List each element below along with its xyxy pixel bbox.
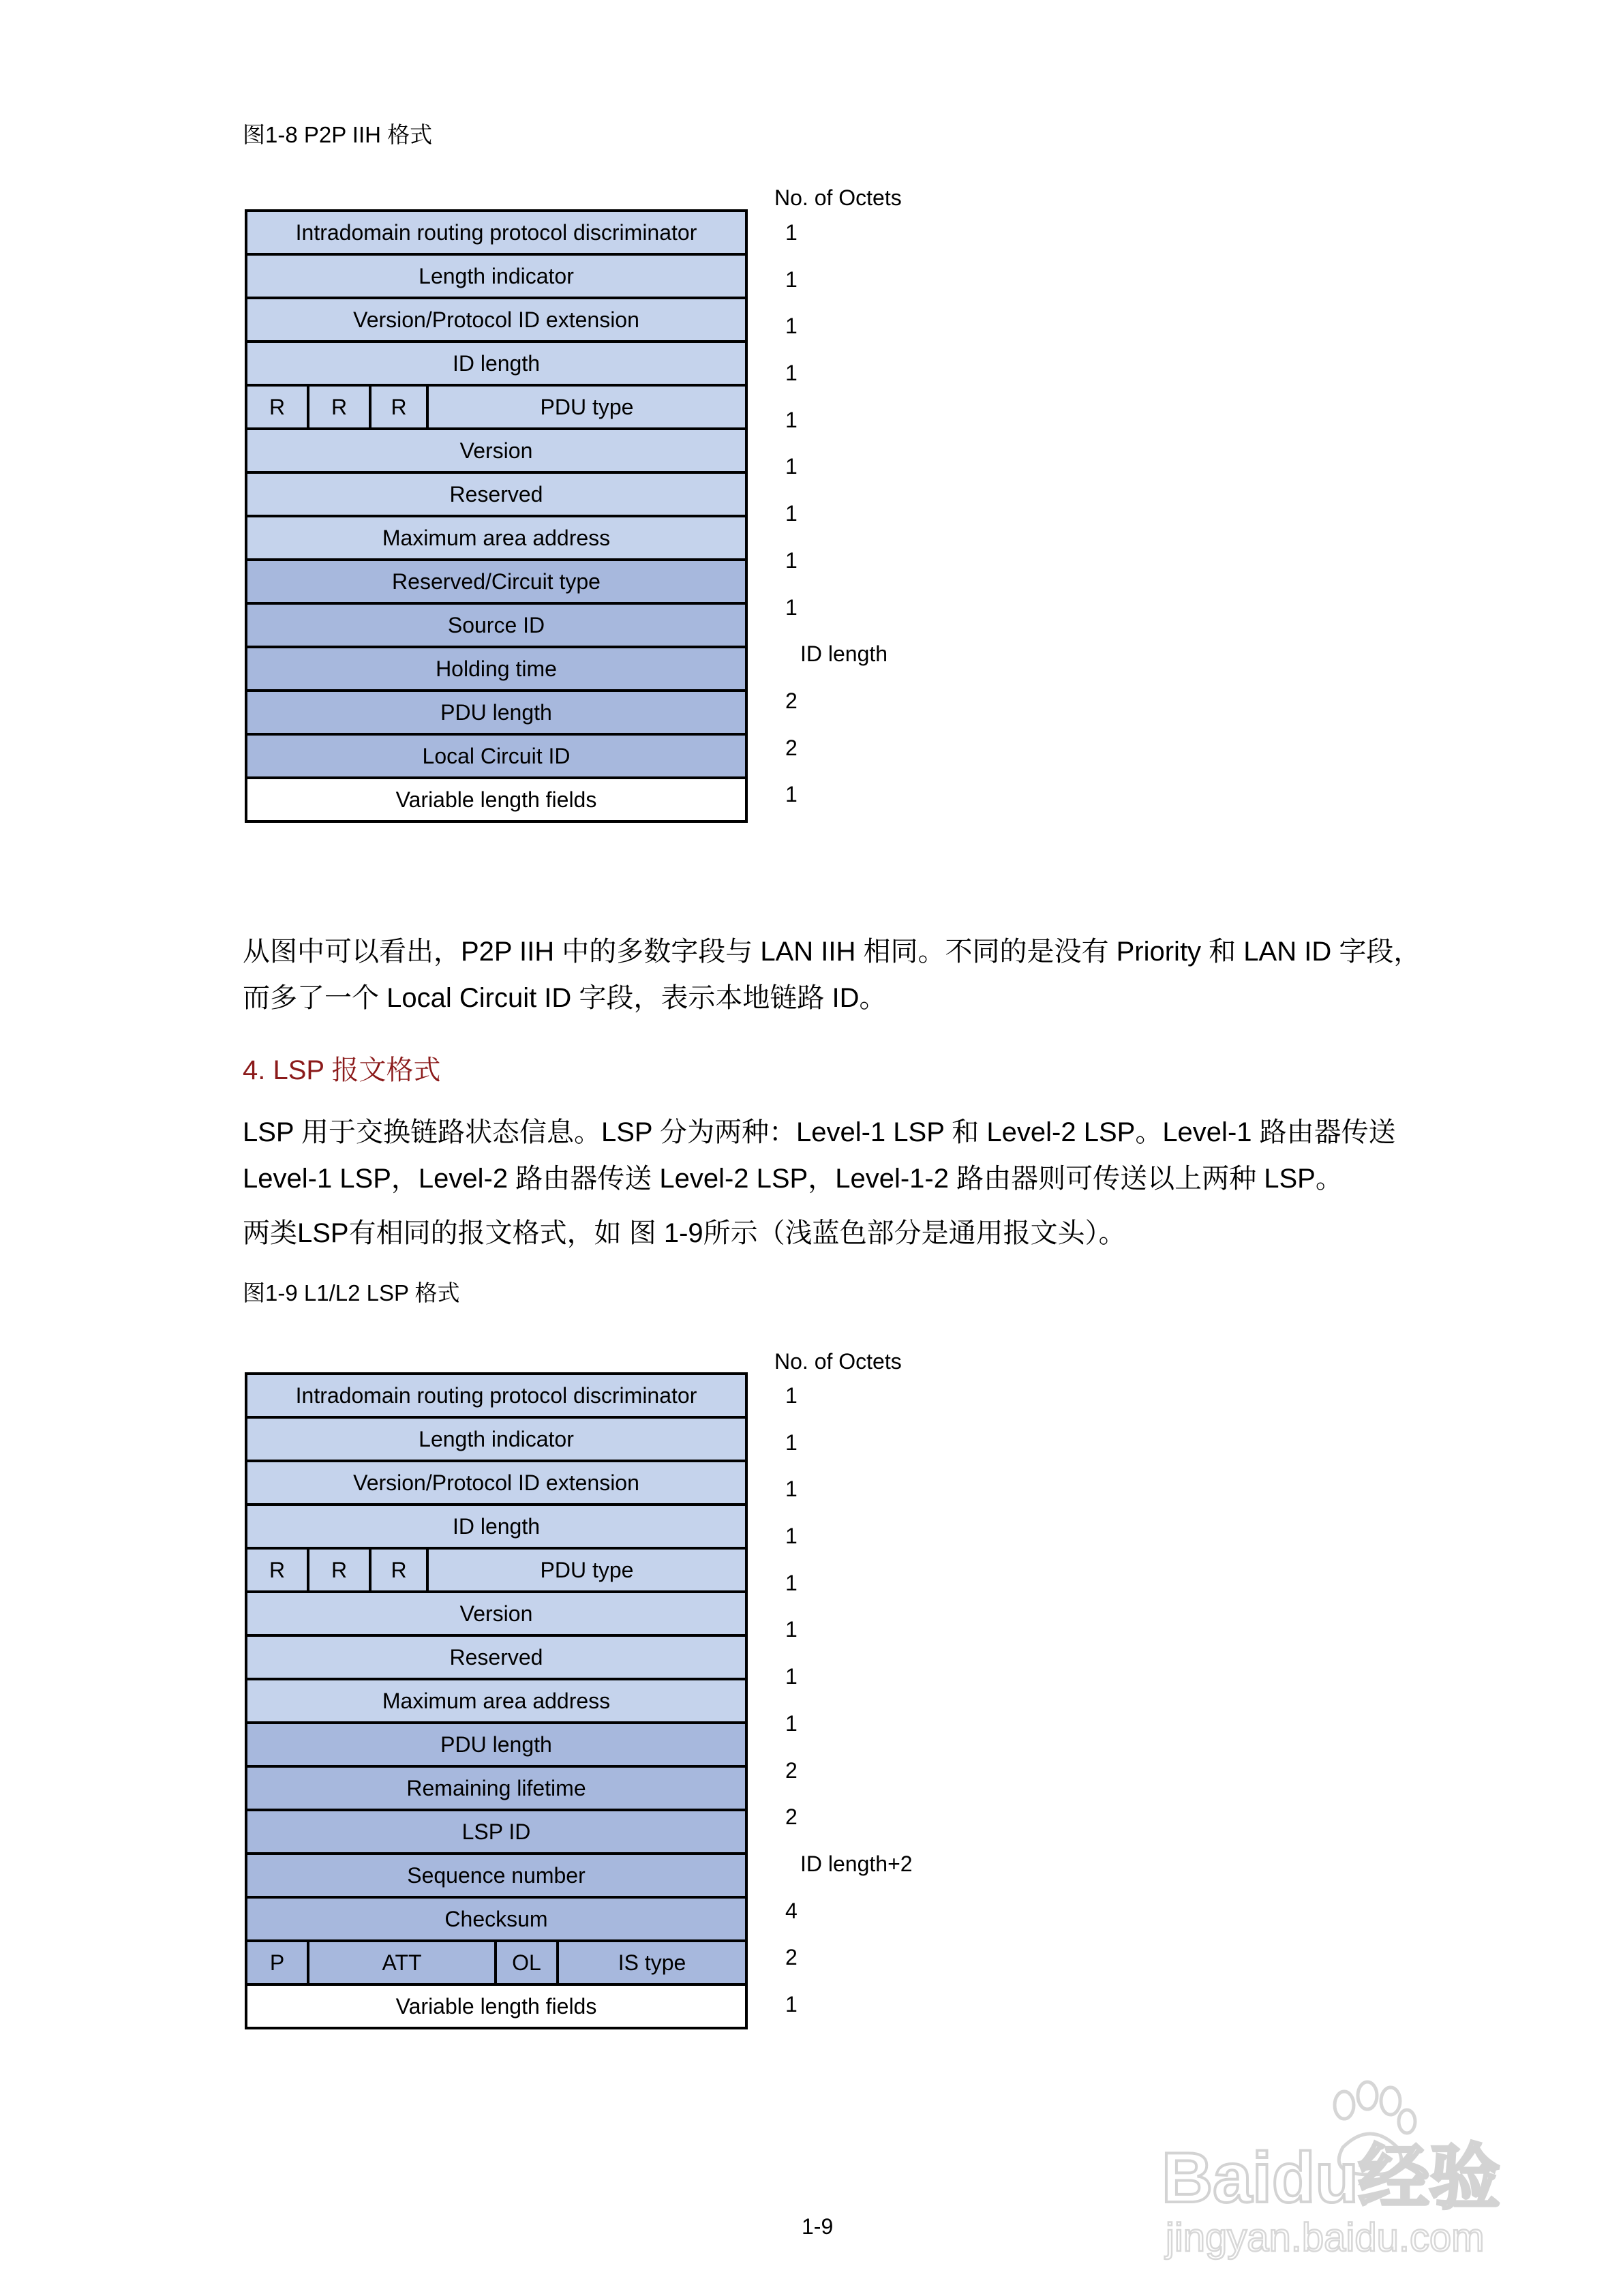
field-cell: Remaining lifetime xyxy=(246,1766,746,1810)
field-cell: Variable length fields xyxy=(246,778,746,821)
figure-caption-1-8: 图1-8 P2P IIH 格式 xyxy=(243,122,433,147)
octet-value: ID length+2 xyxy=(800,1851,913,1876)
field-cell: Reserved/Circuit type xyxy=(246,560,746,603)
octet-value: 1 xyxy=(785,1617,798,1642)
field-cell: Local Circuit ID xyxy=(246,734,746,778)
paragraph-p2p-iih xyxy=(243,928,1490,1021)
paragraph-line: 从图中可以看出，P2P IIH 中的多数字段与 LAN IIH 相同。不同的是没有 Priority 和 LAN ID 字段， xyxy=(243,937,1421,967)
octet-value: 1 xyxy=(785,1383,798,1408)
octet-value: 2 xyxy=(785,735,798,760)
field-cell: PDU length xyxy=(246,1723,746,1766)
field-cell: LSP ID xyxy=(246,1810,746,1854)
octet-value: 2 xyxy=(785,688,798,713)
octet-value: 2 xyxy=(785,1757,798,1783)
field-cell: Intradomain routing protocol discriminator xyxy=(246,1374,746,1417)
octet-value: 1 xyxy=(785,220,798,245)
octet-value: 1 xyxy=(785,1991,798,2016)
watermark-brand: Baidu经验 xyxy=(1162,2139,1500,2218)
octet-value: 1 xyxy=(785,267,798,292)
paragraph-line: LSP 用于交换链路状态信息。LSP 分为两种：Level-1 LSP 和 Level-2 LSP。Level-1 路由器传送 xyxy=(243,1117,1396,1147)
section-heading: 4. LSP 报文格式 xyxy=(243,1055,441,1085)
field-cell: Maximum area address xyxy=(246,1679,746,1723)
field-cell: Reserved xyxy=(246,1635,746,1679)
lsp-format-table xyxy=(245,1372,748,2029)
paragraph-lsp-format: 两类LSP有相同的报文格式，如 图 1-9所示（浅蓝色部分是通用报文头）。 xyxy=(243,1218,1126,1248)
field-cell: Maximum area address xyxy=(246,516,746,560)
field-cell: ID length xyxy=(246,1505,746,1548)
att-cell: ATT xyxy=(308,1941,496,1984)
field-cell: Variable length fields xyxy=(246,1984,746,2028)
pdu-type-cell: PDU type xyxy=(427,1548,746,1592)
reserved-bit-cell: R xyxy=(370,385,427,429)
octet-value: 1 xyxy=(785,454,798,479)
octet-value: 1 xyxy=(785,1430,798,1455)
reserved-bit-cell: R xyxy=(246,385,308,429)
field-cell: Checksum xyxy=(246,1897,746,1941)
field-cell: ID length xyxy=(246,342,746,385)
field-cell: PDU length xyxy=(246,691,746,734)
field-cell: Version xyxy=(246,1592,746,1635)
octets-column xyxy=(785,209,888,818)
octets-column-header: No. of Octets xyxy=(774,185,902,210)
paragraph-lsp-intro xyxy=(243,1109,1490,1202)
paragraph-line: Level-1 LSP，Level-2 路由器传送 Level-2 LSP，Level-1-2 路由器则可传送以上两种 LSP。 xyxy=(243,1164,1343,1194)
baidu-watermark-logo xyxy=(1159,2072,1541,2277)
octet-value: 1 xyxy=(785,547,798,573)
octet-value: 1 xyxy=(785,1570,798,1595)
octets-column xyxy=(785,1372,913,2028)
field-cell: Sequence number xyxy=(246,1854,746,1897)
p-bit-cell: P xyxy=(246,1941,308,1984)
p2p-iih-format-table xyxy=(245,209,748,823)
field-cell: Length indicator xyxy=(246,254,746,298)
octet-value: 1 xyxy=(785,361,798,386)
octet-value: 1 xyxy=(785,1710,798,1736)
field-cell: Holding time xyxy=(246,647,746,691)
field-cell: Version xyxy=(246,429,746,472)
field-cell: Version/Protocol ID extension xyxy=(246,1461,746,1505)
is-type-cell: IS type xyxy=(558,1941,746,1984)
octet-value: 2 xyxy=(785,1945,798,1970)
reserved-bit-cell: R xyxy=(246,1548,308,1592)
octet-value: 2 xyxy=(785,1804,798,1830)
octet-value: 1 xyxy=(785,314,798,339)
octets-column-header: No. of Octets xyxy=(774,1349,902,1374)
watermark-url: jingyan.baidu.com xyxy=(1166,2216,1485,2260)
octet-value: 1 xyxy=(785,1664,798,1689)
octet-value: 1 xyxy=(785,1524,798,1549)
reserved-bit-cell: R xyxy=(308,385,370,429)
figure-caption-1-9: 图1-9 L1/L2 LSP 格式 xyxy=(243,1280,460,1305)
octet-value: ID length xyxy=(800,641,888,667)
pdu-type-cell: PDU type xyxy=(427,385,746,429)
octet-value: 1 xyxy=(785,594,798,620)
paragraph-line: 而多了一个 Local Circuit ID 字段，表示本地链路 ID。 xyxy=(243,983,887,1013)
field-cell: Reserved xyxy=(246,472,746,516)
field-cell: Source ID xyxy=(246,603,746,647)
ol-cell: OL xyxy=(496,1941,558,1984)
octet-value: 1 xyxy=(785,501,798,526)
reserved-bit-cell: R xyxy=(370,1548,427,1592)
page-number: 1-9 xyxy=(802,2214,834,2239)
field-cell: Intradomain routing protocol discriminator xyxy=(246,211,746,254)
octet-value: 1 xyxy=(785,782,798,807)
octet-value: 1 xyxy=(785,407,798,432)
octet-value: 1 xyxy=(785,1477,798,1502)
octet-value: 4 xyxy=(785,1898,798,1923)
field-cell: Length indicator xyxy=(246,1417,746,1461)
field-cell: Version/Protocol ID extension xyxy=(246,298,746,342)
reserved-bit-cell: R xyxy=(308,1548,370,1592)
